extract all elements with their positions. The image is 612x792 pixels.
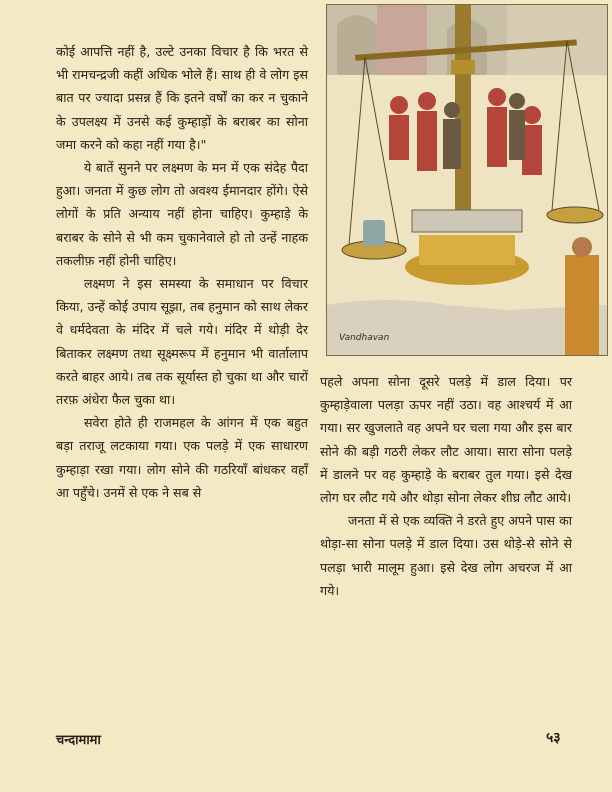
- magazine-title: चन्दामामा: [56, 733, 101, 748]
- illustration-scale-court: [326, 4, 608, 356]
- paragraph: लक्ष्मण ने इस समस्या के समाधान पर विचार किया, उन्हें कोई उपाय सूझा, तब हनुमान को साथ लेकर वे धर्मदेवता के मंदिर में चले गये। मंदिर में थोड़ी देर बिताकर लक्ष्मण तथा सूक्ष्मरूप में हनुमान भी वार्तालाप करते बाहर आये। तब तक सूर्यास्त हो चुका था और चारों तरफ़ अंधेरा फैल चुका था।: [56, 276, 308, 408]
- paragraph: कोई आपत्ति नहीं है, उल्टे उनका विचार है कि भरत से भी रामचन्द्रजी कहीं अधिक भोले हैं। साथ ही वे लोग इस बात पर ज्यादा प्रसन्न हैं कि इतने वर्षों का कर न चुकाने के उपलक्ष्य में उनसे कई कुम्हाड़ों के बराबर का सोना जमा करने को कहा नहीं गया है।": [56, 44, 308, 152]
- paragraph: जनता में से एक व्यक्ति ने डरते हुए अपने पास का थोड़ा-सा सोना पलड़े में डाल दिया। उस थोड़े-से सोने से पलड़ा भारी मालूम हुआ। इसे देख लोग अचरज में आ गये।: [320, 513, 572, 598]
- illustration-art: [327, 5, 607, 355]
- paragraph: सवेरा होते ही राजमहल के आंगन में एक बहुत बड़ा तराजू लटकाया गया। एक पलड़े में एक साधारण कुम्हाड़ा रखा गया। लोग सोने की गठरियाँ बांधकर वहाँ आ पहुँचे। उनमें से एक ने सब से: [56, 415, 308, 500]
- left-column: [56, 40, 308, 504]
- right-column: [320, 370, 572, 602]
- paragraph: ये बातें सुनने पर लक्ष्मण के मन में एक संदेह पैदा हुआ। जनता में कुछ लोग तो अवश्य ईमानदार होंगे। ऐसे लोगों के प्रति अन्याय नहीं होना चाहिए। कुम्हाड़े के बराबर के सोने से भी कम चुकानेवाले हो तो उन्हें नाहक तकलीफ़ नहीं होनी चाहिए।: [56, 160, 308, 268]
- page-number: ५३: [546, 730, 561, 746]
- paragraph: पहले अपना सोना दूसरे पलड़े में डाल दिया। पर कुम्हाड़ेवाला पलड़ा ऊपर नहीं उठा। वह आश्चर्य में आ गया। सर खुजलाते वह अपने घर चला गया और इस बार सोने की बड़ी गठरी लेकर लौट आया। सारा सोना पलड़े में डालने पर वह कुम्हाड़े के बराबर तुल गया। इसे देख लोग घर लौट गये और थोड़ा सोना लेकर शीघ्र लौट आये।: [320, 374, 572, 506]
- artist-signature: Vandhavan: [339, 333, 390, 343]
